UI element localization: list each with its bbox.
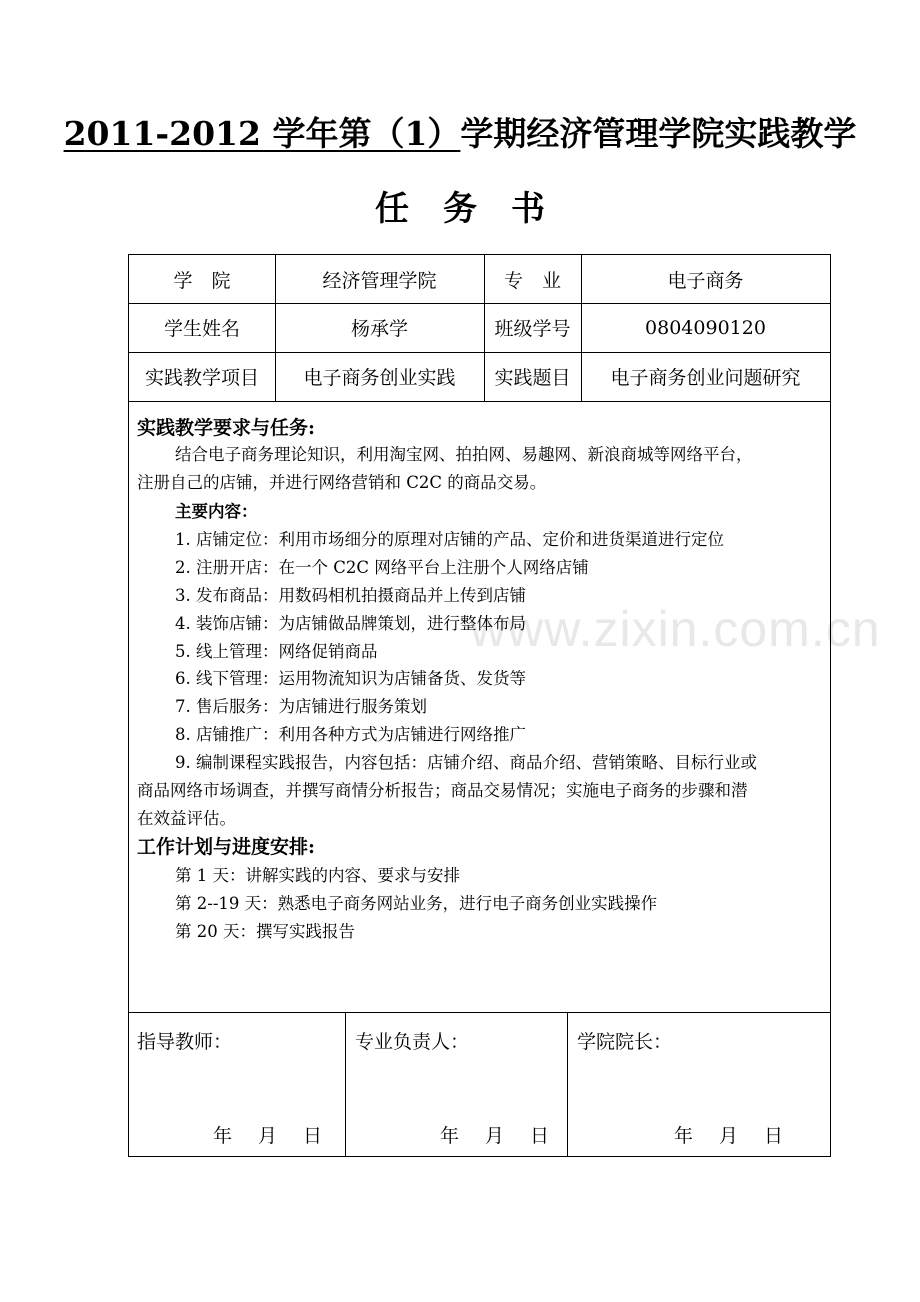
date-day: 日 (530, 1125, 550, 1147)
list-item: 3. 发布商品：用数码相机拍摄商品并上传到店铺 (175, 586, 526, 605)
label-practice-topic: 实践题目 (494, 367, 571, 389)
list-item: 2. 注册开店：在一个 C2C 网络平台上注册个人网络店铺 (175, 558, 589, 577)
col-divider (567, 1012, 568, 1157)
date-year: 年 (213, 1125, 233, 1147)
date-day: 日 (764, 1125, 784, 1147)
label-student-name: 学生姓名 (163, 318, 240, 340)
requirements-heading: 实践教学要求与任务: (137, 417, 316, 439)
date-year: 年 (674, 1125, 694, 1147)
row-divider (129, 401, 830, 402)
label-practice-project: 实践教学项目 (144, 367, 259, 389)
date-month: 月 (258, 1125, 278, 1147)
watermark: www.zixin.com.cn (470, 601, 881, 657)
col-divider (345, 1012, 346, 1157)
schedule-heading: 工作计划与进度安排: (137, 836, 316, 858)
value-student-name: 杨承学 (350, 318, 408, 340)
list-item: 4. 装饰店铺：为店铺做品牌策划，进行整体布局 (175, 614, 526, 633)
value-college: 经济管理学院 (322, 269, 437, 292)
document-subtitle: 任务书 (375, 189, 579, 229)
label-major: 专 业 (503, 269, 561, 292)
schedule-item: 第 1 天：讲解实践的内容、要求与安排 (175, 866, 460, 885)
value-practice-project: 电子商务创业实践 (303, 367, 456, 389)
requirements-section (129, 403, 830, 1013)
date-day: 日 (303, 1125, 323, 1147)
task-table (128, 254, 831, 1157)
label-class-id: 班级学号 (494, 318, 571, 340)
document-title (0, 108, 920, 160)
main-content-label: 主要内容： (175, 502, 258, 521)
schedule-item: 第 2--19 天：熟悉电子商务网站业务，进行电子商务创业实践操作 (175, 894, 658, 913)
title-year-term: 2011-2012 学年第（1） (63, 114, 461, 153)
date-month: 月 (485, 1125, 505, 1147)
list-item: 商品网络市场调查，并撰写商情分析报告；商品交易情况；实施电子商务的步骤和潜 (137, 781, 748, 800)
intro-line: 结合电子商务理论知识，利用淘宝网、拍拍网、易趣网、新浪商城等网络平台， (175, 445, 753, 464)
list-item: 7. 售后服务：为店铺进行服务策划 (175, 697, 427, 716)
list-item: 9. 编制课程实践报告，内容包括：店铺介绍、商品介绍、营销策略、目标行业或 (175, 753, 757, 772)
date-month: 月 (719, 1125, 739, 1147)
list-item: 1. 店铺定位：利用市场细分的原理对店铺的产品、定价和进货渠道进行定位 (175, 530, 724, 549)
dean-date (674, 1121, 783, 1148)
major-head-date (440, 1121, 549, 1148)
schedule-item: 第 20 天：撰写实践报告 (175, 922, 355, 941)
value-major: 电子商务 (667, 269, 744, 292)
advisor-date (213, 1121, 322, 1148)
date-year: 年 (440, 1125, 460, 1147)
list-item: 5. 线上管理：网络促销商品 (175, 642, 378, 661)
advisor-label: 指导教师： (137, 1031, 233, 1053)
list-item: 6. 线下管理：运用物流知识为店铺备货、发货等 (175, 669, 526, 688)
dean-label: 学院院长： (577, 1031, 673, 1053)
list-item: 在效益评估。 (137, 809, 236, 828)
major-head-label: 专业负责人： (355, 1031, 470, 1053)
list-item: 8. 店铺推广：利用各种方式为店铺进行网络推广 (175, 725, 526, 744)
intro-line: 注册自己的店铺，并进行网络营销和 C2C 的商品交易。 (137, 473, 547, 492)
label-college: 学 院 (173, 269, 231, 292)
value-practice-topic: 电子商务创业问题研究 (610, 367, 801, 389)
title-rest: 学期经济管理学院实践教学 (460, 114, 857, 153)
value-class-id: 0804090120 (645, 316, 766, 339)
